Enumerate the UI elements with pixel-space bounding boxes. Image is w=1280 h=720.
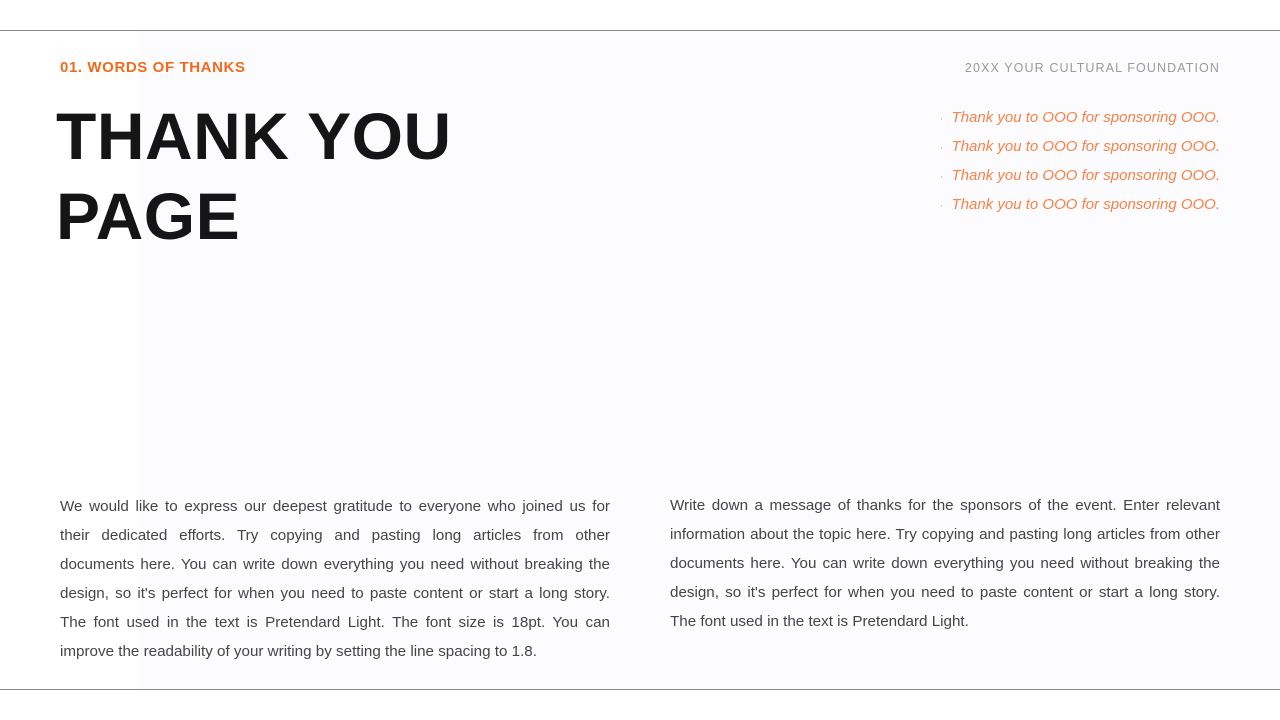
- organization-name: 20XX YOUR CULTURAL FOUNDATION: [964, 61, 1220, 75]
- section-label: 01. WORDS OF THANKS: [60, 59, 246, 76]
- list-item-text: Thank you to OOO for sponsoring OOO.: [951, 167, 1220, 184]
- bottom-divider: [0, 689, 1280, 690]
- sponsor-thanks-list: [940, 105, 1220, 221]
- list-item: [940, 163, 1220, 192]
- list-item: [940, 105, 1220, 134]
- list-item-text: Thank you to OOO for sponsoring OOO.: [951, 138, 1220, 155]
- list-item-text: Thank you to OOO for sponsoring OOO.: [951, 196, 1220, 213]
- body-paragraph-left: We would like to express our deepest gratitude to everyone who joined us for their dedicated efforts. Try copying and pasting long articles from other documents here. You can write down everything you need without breaking the design, so it's perfect for when you need to paste content or start a long story. The font used in the text is Pretendard Light. The font size is 18pt. You can improve the readability of your writing by setting the line spacing to 1.8.: [60, 498, 610, 660]
- bullet-icon: ·: [939, 169, 944, 183]
- list-item: [940, 134, 1220, 163]
- bullet-icon: ·: [939, 198, 944, 212]
- top-divider: [0, 30, 1280, 31]
- page-title: [56, 96, 452, 256]
- bullet-icon: ·: [939, 111, 944, 125]
- list-item-text: Thank you to OOO for sponsoring OOO.: [951, 109, 1220, 126]
- title-line-1: THANK YOU: [56, 99, 452, 173]
- body-paragraph-right: Write down a message of thanks for the sponsors of the event. Enter relevant information about the topic here. Try copying and pasting long articles from other documents here. You can write down everything you need without breaking the design, so it's perfect for when you need to paste content or start a long story. The font used in the text is Pretendard Light.: [670, 497, 1220, 630]
- list-item: [940, 192, 1220, 221]
- title-line-2: PAGE: [56, 179, 241, 253]
- bullet-icon: ·: [939, 140, 944, 154]
